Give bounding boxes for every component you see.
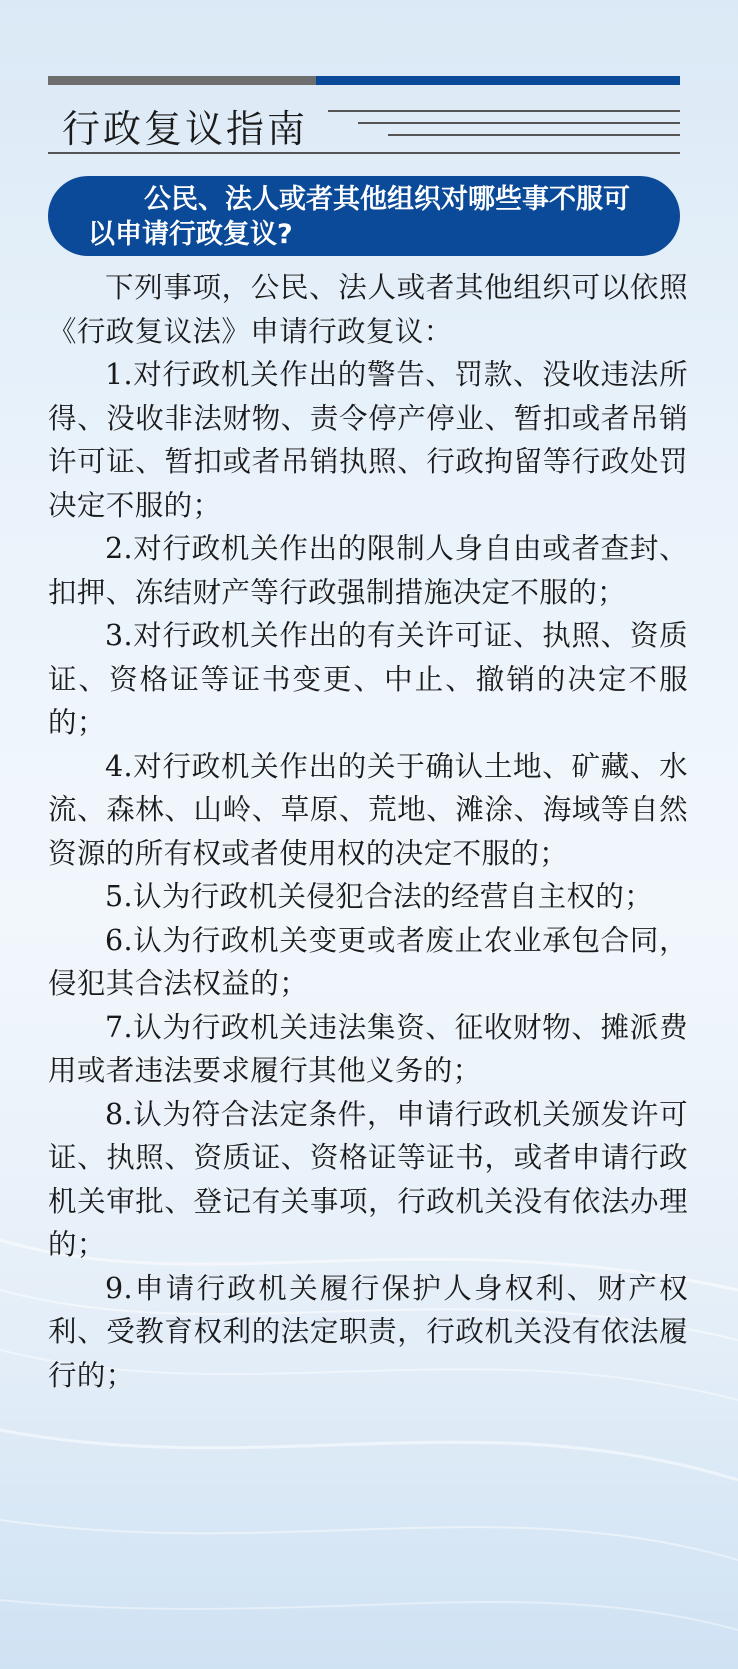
article-body	[48, 266, 688, 1397]
list-item: 3.对行政机关作出的有关许可证、执照、资质证、资格证等证书变更、中止、撤销的决定不服的；	[48, 619, 688, 739]
list-item: 9.申请行政机关履行保护人身权利、财产权利、受教育权利的法定职责，行政机关没有依法履行的；	[48, 1271, 688, 1392]
header-line	[328, 110, 680, 112]
list-item: 4.对行政机关作出的关于确认土地、矿藏、水流、森林、山岭、草原、荒地、滩涂、海域等自然资源的所有权或者使用权的决定不服的；	[48, 749, 688, 870]
list-item: 6.认为行政机关变更或者废止农业承包合同，侵犯其合法权益的；	[48, 923, 688, 1000]
list-item: 8.认为符合法定条件，申请行政机关颁发许可证、执照、资质证、资格证等证书，或者申请行政机关审批、登记有关事项，行政机关没有依法办理的；	[48, 1097, 688, 1261]
list-item: 1.对行政机关作出的警告、罚款、没收违法所得、没收非法财物、责令停产停业、暂扣或者吊销许可证、暂扣或者吊销执照、行政拘留等行政处罚决定不服的；	[48, 358, 688, 522]
header-underline	[48, 152, 680, 154]
question-banner	[48, 176, 680, 256]
header-top-bar	[48, 76, 680, 85]
header-decorative-lines	[328, 110, 680, 138]
list-item: 2.对行政机关作出的限制人身自由或者查封、扣押、冻结财产等行政强制措施决定不服的；	[48, 532, 688, 609]
header-line	[388, 134, 680, 136]
header-bar-blue-segment	[316, 76, 680, 85]
header-line	[358, 122, 680, 124]
list-item: 7.认为行政机关违法集资、征收财物、摊派费用或者违法要求履行其他义务的；	[48, 1010, 688, 1087]
header	[48, 92, 680, 160]
question-text: 公民、法人或者其他组织对哪些事不服可以申请行政复议?	[88, 184, 630, 250]
header-bar-gray-segment	[48, 76, 316, 85]
list-item: 5.认为行政机关侵犯合法的经营自主权的；	[105, 880, 654, 913]
page-title: 行政复议指南	[62, 107, 309, 151]
intro-paragraph: 下列事项，公民、法人或者其他组织可以依照《行政复议法》申请行政复议：	[48, 271, 688, 348]
